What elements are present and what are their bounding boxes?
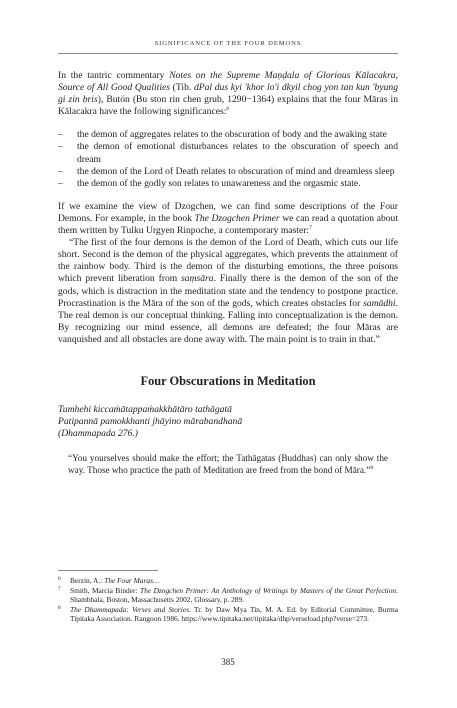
- footnote-title: The Dzogchen Primer: An Anthology of Writings by Masters of the Great Perfection: [140, 585, 397, 595]
- footnote-number: 7: [58, 585, 61, 592]
- list-item-text: the demon of the godly son relates to unawareness and the orgasmic state.: [77, 177, 361, 189]
- intro-text-1: In the tantric commentary: [58, 70, 170, 81]
- footnote: [58, 586, 398, 605]
- main-text: [58, 70, 398, 476]
- para2-book-title: The Dzogchen Primer: [194, 212, 280, 224]
- footnote: [58, 576, 398, 586]
- running-head-rule: [58, 53, 398, 54]
- para2-text-1: If we examine the view of Dzogchen, we can find some descriptions of the Four Demons. For example, in the book: [58, 200, 398, 224]
- footnote-ref-6[interactable]: 6: [226, 106, 230, 113]
- para3-text-5: . The real demon is our conceptual thinking. Falling into conceptualization is the demon. By recognizing our mind essence, all demons are defeated; the four Māras are vanquished and all obstacles are done away with. The main point is to train in that.”: [58, 297, 398, 345]
- running-head: SIGNIFICANCE OF THE FOUR DEMONS: [154, 40, 302, 47]
- page-number: 385: [221, 657, 235, 667]
- footnote-number: 6: [58, 576, 61, 582]
- verse-line-2: Patipannā pamokkhanti jhāyino mārabandhanā: [58, 416, 243, 428]
- list-item: [58, 129, 398, 141]
- list-dash: –: [58, 129, 63, 141]
- para3-samadhi: samādhi: [363, 297, 396, 309]
- list-item-text: the demon of emotional disturbances relates to the obscuration of speech and dream: [77, 141, 398, 165]
- dzogchen-paragraph: [58, 201, 398, 237]
- section-title: Four Obscurations in Meditation: [140, 373, 316, 388]
- footnote-text: . Shambhala, Boston, Massachusetts 2002, Glossary, p. 289.: [70, 585, 398, 605]
- para3-samsara: saṃsāra: [181, 273, 214, 285]
- footnote-text: Berzin, A.:: [70, 576, 105, 585]
- footnote-number: 8: [58, 604, 61, 611]
- intro-text-3: (Tib.: [170, 82, 194, 94]
- list-dash: –: [58, 165, 63, 177]
- footnote: [58, 605, 398, 624]
- footnote-rule: [58, 570, 158, 571]
- intro-tibetan-title: dPal dus kyi 'khor lo'i dkyil chog yon tan kun 'byung gi zin bris: [58, 82, 398, 106]
- quotation-paragraph: [58, 237, 398, 346]
- intro-book-title: Notes on the Supreme Maṇḍala of Glorious Kālacakra, Source of All Good Qualities: [58, 70, 398, 94]
- para3-text-1: “The first of the four demons is the demon of the Lord of Death, which cuts our life short. Second is the demon of the physical aggregates, which prevents the attainment of the rainbow body. Third is the demon of the disturbing emotions, the three poisons which prevent liberation from: [58, 237, 398, 285]
- footnote-ref-7[interactable]: 7: [309, 224, 312, 231]
- block-quote: [68, 452, 388, 476]
- block-quote-text: “You yourselves should make the effort; the Tathāgatas (Buddhas) can only show the way. Those who practice the path of Meditation are freed from the bond of Māra.”: [68, 453, 388, 476]
- list-dash: –: [58, 177, 63, 189]
- list-item-text: the demon of the Lord of Death relates to obscuration of mind and dreamless sleep: [77, 165, 395, 177]
- list-item: [58, 141, 398, 165]
- intro-paragraph: [58, 70, 398, 118]
- footnote-text: Smith, Marcia Binder:: [70, 585, 141, 595]
- verse-citation: (Dhammapada 276.): [58, 428, 138, 440]
- footnote-title: The Four Maras…: [104, 576, 160, 585]
- verse-line-1: Tumhehi kiccaṁātappaṁakkhātāro tathāgatā: [58, 403, 232, 415]
- footnotes: [58, 576, 398, 624]
- significance-list: [58, 129, 398, 189]
- para2-text-3: we can read a quotation about them written by Tulku Urgyen Rinpoche, a contemporary master:: [58, 212, 399, 237]
- footnote-title: The Dhammapada: Verses and Stories: [70, 604, 189, 614]
- list-item: [58, 166, 398, 178]
- intro-text-5: ), Butön (Bu ston rin chen grub, 1290−1364) explains that the four Māras in Kālacakra have the following significances:: [58, 94, 398, 118]
- footnote-text[interactable]: . Tr. by Daw Mya Tin, M. A. Ed. by Editorial Committee, Burma Tipitaka Association. Rangoon 1986. https://www.tipitaka.net/tipitaka/dhp/verseload.php?verse=273.: [70, 604, 398, 624]
- para3-text-3: . Finally there is the demon of the son of the gods, which is distraction in the meditation state and the tendency to postpone practice. Procrastination is the Māra of the son of the gods, which creates obstacles for: [58, 273, 398, 309]
- list-item: [58, 178, 398, 190]
- footnote-ref-8[interactable]: 8: [370, 465, 374, 472]
- list-dash: –: [58, 141, 63, 153]
- list-item-text: the demon of aggregates relates to the obscuration of body and the awaking state: [77, 129, 387, 141]
